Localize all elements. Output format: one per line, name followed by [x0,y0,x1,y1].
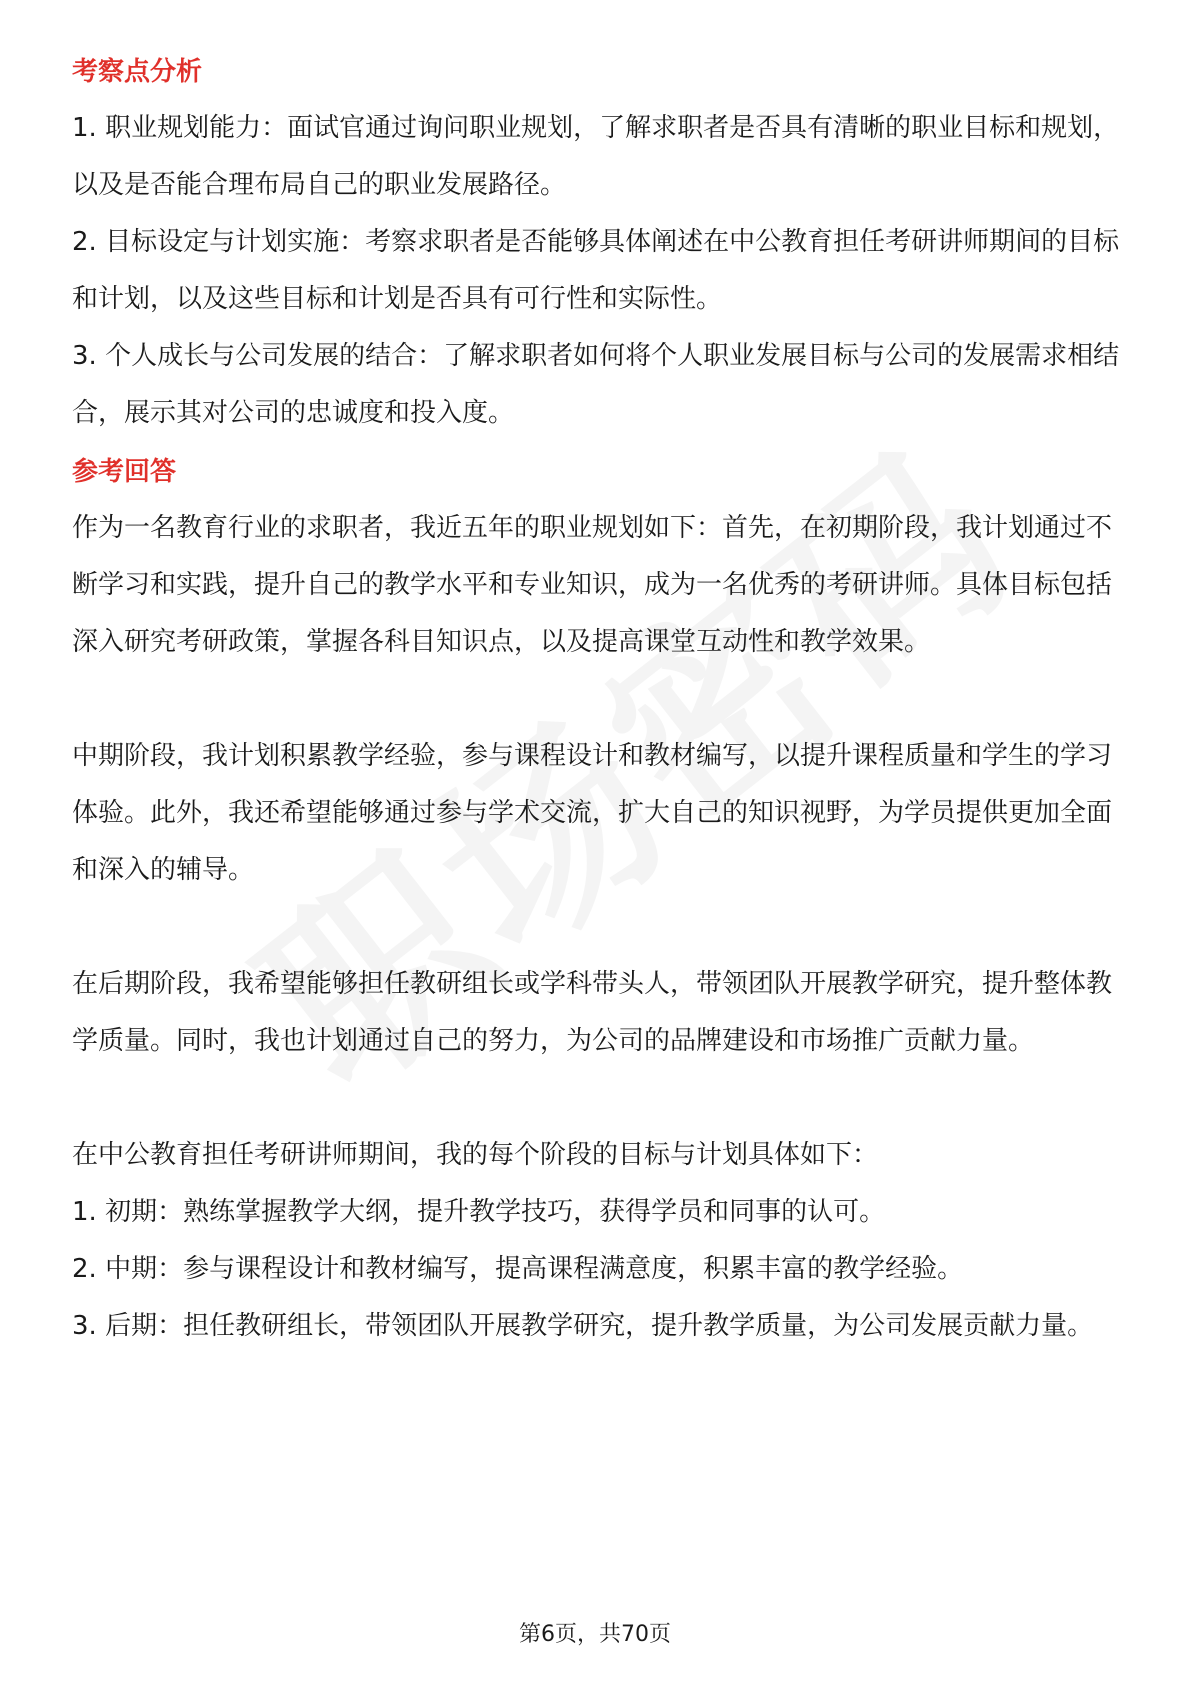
plan-item-3: 3. 后期：担任教研组长，带领团队开展教学研究，提升教学质量，为公司发展贡献力量。 [72,1311,1094,1341]
answer-title: 参考回答 [72,457,177,487]
plan-item-1: 1. 初期：熟练掌握教学大纲，提升教学技巧，获得学员和同事的认可。 [72,1197,886,1227]
analysis-item-1: 1. 职业规划能力：面试官通过询问职业规划，了解求职者是否具有清晰的职业目标和规划，以及是否能合理布局自己的职业发展路径。 [72,113,1120,200]
plan-intro: 在中公教育担任考研讲师期间，我的每个阶段的目标与计划具体如下： [72,1140,879,1170]
paragraph-gap [72,899,1122,956]
paragraph-gap [72,1070,1122,1127]
document-body [72,44,1122,1355]
analysis-item-2: 2. 目标设定与计划实施：考察求职者是否能够具体阐述在中公教育担任考研讲师期间的目标和计划，以及这些目标和计划是否具有可行性和实际性。 [72,227,1120,314]
page-number: 第6页，共70页 [519,1622,671,1647]
answer-paragraph-1: 作为一名教育行业的求职者，我近五年的职业规划如下：首先，在初期阶段，我计划通过不断学习和实践，提升自己的教学水平和专业知识，成为一名优秀的考研讲师。具体目标包括深入研究考研政策，掌握各科目知识点，以及提高课堂互动性和教学效果。 [72,513,1113,657]
analysis-item-3: 3. 个人成长与公司发展的结合：了解求职者如何将个人职业发展目标与公司的发展需求相结合，展示其对公司的忠诚度和投入度。 [72,341,1120,428]
analysis-title: 考察点分析 [72,57,203,87]
paragraph-gap [72,671,1122,728]
answer-paragraph-2: 中期阶段，我计划积累教学经验，参与课程设计和教材编写，以提升课程质量和学生的学习体验。此外，我还希望能够通过参与学术交流，扩大自己的知识视野，为学员提供更加全面和深入的辅导。 [72,741,1113,885]
plan-item-2: 2. 中期：参与课程设计和教材编写，提高课程满意度，积累丰富的教学经验。 [72,1254,964,1284]
answer-paragraph-3: 在后期阶段，我希望能够担任教研组长或学科带头人，带领团队开展教学研究，提升整体教学质量。同时，我也计划通过自己的努力，为公司的品牌建设和市场推广贡献力量。 [72,969,1113,1056]
